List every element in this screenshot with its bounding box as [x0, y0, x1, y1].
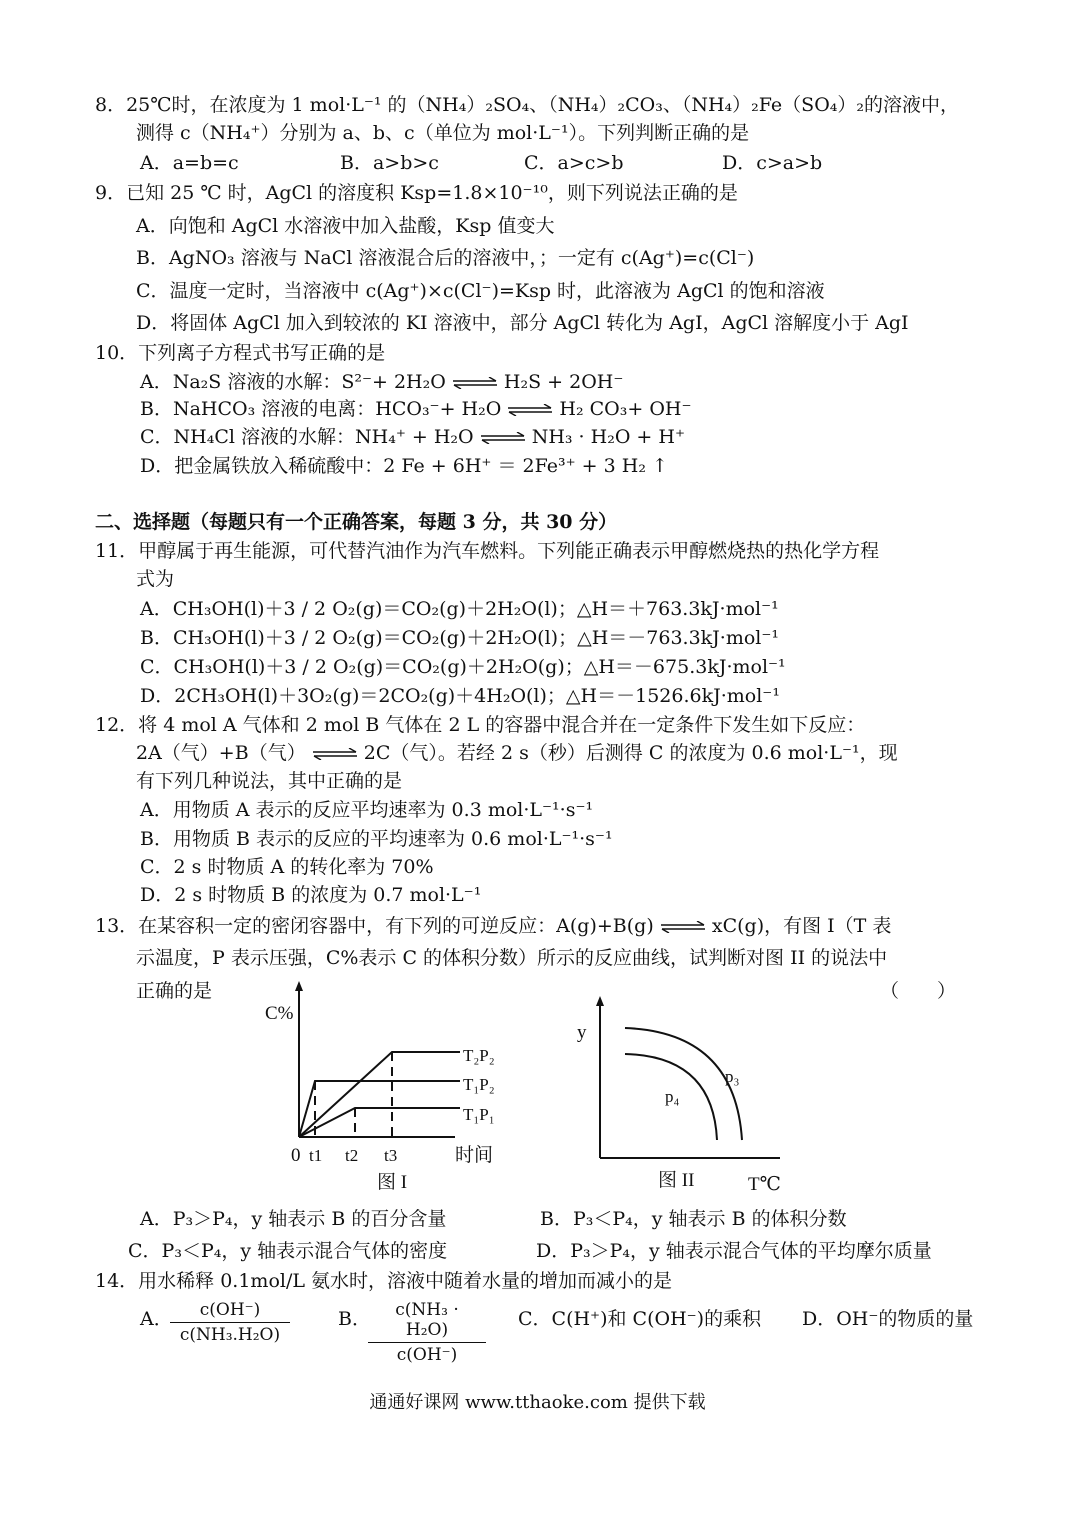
q9-stem: 9．已知 25 ℃ 时，AgCl 的溶度积 Ksp=1.8×10⁻¹⁰，则下列说法正确的是 [95, 182, 738, 204]
q8-stem-line2: 测得 c（NH₄⁺）分别为 a、b、c（单位为 mol·L⁻¹）。下列判断正确的是 [136, 122, 750, 144]
fig1-label-t1p1: T₁P₁ [463, 1105, 495, 1124]
q11-option-a: A．CH₃OH(l)＋3 / 2 O₂(g)＝CO₂(g)＋2H₂O(l)；△H＝＋763.3kJ·mol⁻¹ [140, 598, 779, 620]
q14-option-b-fraction [368, 1300, 486, 1365]
q13-stem-line1 [95, 913, 891, 939]
q12-stem-line1: 12．将 4 mol A 气体和 2 mol B 气体在 2 L 的容器中混合并在一定条件下发生如下反应： [95, 714, 866, 736]
q9-option-d: D．将固体 AgCl 加入到较浓的 KI 溶液中，部分 AgCl 转化为 AgI，AgCl 溶解度小于 AgI [136, 312, 909, 334]
fig2-y-label: y [577, 1022, 587, 1043]
q10-a-left: A．Na₂S 溶液的水解：S²⁻+ 2H₂O [140, 371, 446, 393]
q9-option-b: B．AgNO₃ 溶液与 NaCl 溶液混合后的溶液中，；一定有 c(Ag⁺)=c(Cl⁻) [136, 247, 755, 269]
equilibrium-arrow-icon [507, 404, 553, 416]
q13-option-a: A．P₃＞P₄，y 轴表示 B 的百分含量 [140, 1208, 447, 1230]
fig2-label-p3: p₃ [725, 1067, 740, 1086]
fig1-y-label: C% [265, 1003, 294, 1024]
equilibrium-arrow-icon [480, 432, 526, 444]
q14-option-a-fraction [170, 1300, 290, 1345]
fig1-origin-label: 0 [291, 1145, 301, 1166]
q14-b-numerator: c(NH₃ · H₂O) [368, 1300, 486, 1343]
q10-option-c [140, 424, 685, 450]
q11-option-b: B．CH₃OH(l)＋3 / 2 O₂(g)＝CO₂(g)＋2H₂O(l)；△H＝－763.3kJ·mol⁻¹ [140, 627, 780, 649]
q13-option-c: C．P₃＜P₄，y 轴表示混合气体的密度 [128, 1240, 448, 1262]
figure-2 [565, 990, 795, 1200]
q8-option-c: C．a>c>b [524, 152, 624, 174]
q13-answer-bracket: （ ） [880, 980, 957, 1002]
q14-stem: 14．用水稀释 0.1mol/L 氨水时，溶液中随着水量的增加而减小的是 [95, 1270, 673, 1292]
q12-option-b: B．用物质 B 表示的反应的平均速率为 0.6 mol·L⁻¹·s⁻¹ [140, 828, 613, 850]
q13-stem-line3: 正确的是 [136, 980, 213, 1002]
q11-stem-line2: 式为 [136, 568, 175, 590]
q14-option-a-label: A． [140, 1308, 173, 1330]
fig2-caption: 图 II [658, 1170, 695, 1191]
q8-option-b: B．a>b>c [340, 152, 439, 174]
q13-option-b: B．P₃＜P₄，y 轴表示 B 的体积分数 [540, 1208, 847, 1230]
q8-stem-line1: 8．25℃时，在浓度为 1 mol·L⁻¹ 的（NH₄）₂SO₄、（NH₄）₂CO₃、（NH₄）₂Fe（SO₄）₂的溶液中， [95, 94, 960, 116]
fig1-tick-t3: t3 [384, 1146, 398, 1165]
q12-stem-line3: 有下列几种说法，其中正确的是 [136, 770, 403, 792]
q12-option-d: D．2 s 时物质 B 的浓度为 0.7 mol·L⁻¹ [140, 884, 482, 906]
fig2-x-label: T℃ [748, 1174, 781, 1195]
figure-1 [255, 975, 535, 1200]
q10-c-right: NH₃ · H₂O + H⁺ [531, 426, 685, 448]
q10-stem: 10．下列离子方程式书写正确的是 [95, 342, 386, 364]
q8-option-a: A．a=b=c [140, 152, 239, 174]
q10-option-d: D．把金属铁放入稀硫酸中：2 Fe + 6H⁺ ＝ 2Fe³⁺ + 3 H₂ ↑ [140, 455, 668, 477]
q14-a-numerator: c(OH⁻) [170, 1300, 290, 1323]
fig1-x-label: 时间 [455, 1145, 494, 1166]
q10-option-a [140, 369, 623, 395]
q10-option-b [140, 396, 692, 422]
page-footer: 通通好课网 www.tthaoke.com 提供下载 [369, 1392, 706, 1413]
fig1-curve-t1p1 [299, 1108, 460, 1137]
fig1-label-t2p2: T₂P₂ [463, 1046, 495, 1065]
fig2-label-p4: p₄ [665, 1087, 680, 1106]
equilibrium-arrow-icon [312, 748, 358, 760]
q10-c-left: C．NH₄Cl 溶液的水解：NH₄⁺ + H₂O [140, 426, 474, 448]
fig1-label-t1p2: T₁P₂ [463, 1075, 495, 1094]
q8-option-d: D．c>a>b [722, 152, 823, 174]
q14-b-denominator: c(OH⁻) [396, 1345, 458, 1365]
q9-option-a: A．向饱和 AgCl 水溶液中加入盐酸，Ksp 值变大 [136, 215, 555, 237]
q12-stem-line2 [136, 740, 898, 766]
fig1-caption: 图 I [377, 1172, 408, 1193]
equilibrium-arrow-icon [452, 377, 498, 389]
equilibrium-arrow-icon [660, 921, 706, 933]
q12-option-a: A．用物质 A 表示的反应平均速率为 0.3 mol·L⁻¹·s⁻¹ [140, 799, 594, 821]
q9-option-c: C．温度一定时，当溶液中 c(Ag⁺)×c(Cl⁻)=Ksp 时，此溶液为 AgCl 的饱和溶液 [136, 280, 825, 302]
fig1-tick-t2: t2 [345, 1146, 359, 1165]
q11-option-d: D．2CH₃OH(l)＋3O₂(g)＝2CO₂(g)＋4H₂O(l)；△H＝－1526.6kJ·mol⁻¹ [140, 685, 780, 707]
q14-option-c: C．C(H⁺)和 C(OH⁻)的乘积 [518, 1308, 762, 1330]
q13-reactants: 13．在某容积一定的密闭容器中，有下列的可逆反应：A(g)+B(g) [95, 915, 654, 937]
q13-option-d: D．P₃＞P₄，y 轴表示混合气体的平均摩尔质量 [536, 1240, 932, 1262]
q14-option-d: D．OH⁻的物质的量 [802, 1308, 974, 1330]
q11-stem-line1: 11．甲醇属于再生能源，可代替汽油作为汽车燃料。下列能正确表示甲醇燃烧热的热化学方程 [95, 540, 880, 562]
q10-a-right: H₂S + 2OH⁻ [503, 371, 624, 393]
fig2-y-arrow-icon [596, 996, 604, 1006]
q11-option-c: C．CH₃OH(l)＋3 / 2 O₂(g)＝CO₂(g)＋2H₂O(g)；△H＝－675.3kJ·mol⁻¹ [140, 656, 786, 678]
q14-a-denominator: c(NH₃.H₂O) [179, 1325, 281, 1345]
q13-products: xC(g)，有图 I（T 表 [711, 915, 892, 937]
q13-stem-line2: 示温度，P 表示压强，C%表示 C 的体积分数）所示的反应曲线，试判断对图 II 的说法中 [136, 947, 888, 969]
fig1-tick-t1: t1 [309, 1146, 323, 1165]
q10-b-left: B．NaHCO₃ 溶液的电离：HCO₃⁻+ H₂O [140, 398, 502, 420]
fig1-y-arrow-icon [295, 981, 303, 991]
q10-b-right: H₂ CO₃+ OH⁻ [559, 398, 692, 420]
q12-reactants: 2A（气）+B（气） [136, 742, 306, 764]
section-2-heading: 二、选择题（每题只有一个正确答案，每题 3 分，共 30 分） [95, 511, 618, 533]
q12-option-c: C．2 s 时物质 A 的转化率为 70% [140, 856, 434, 878]
q12-products: 2C（气）。若经 2 s（秒）后测得 C 的浓度为 0.6 mol·L⁻¹，现 [363, 742, 898, 764]
q14-option-b-label: B． [338, 1308, 371, 1330]
